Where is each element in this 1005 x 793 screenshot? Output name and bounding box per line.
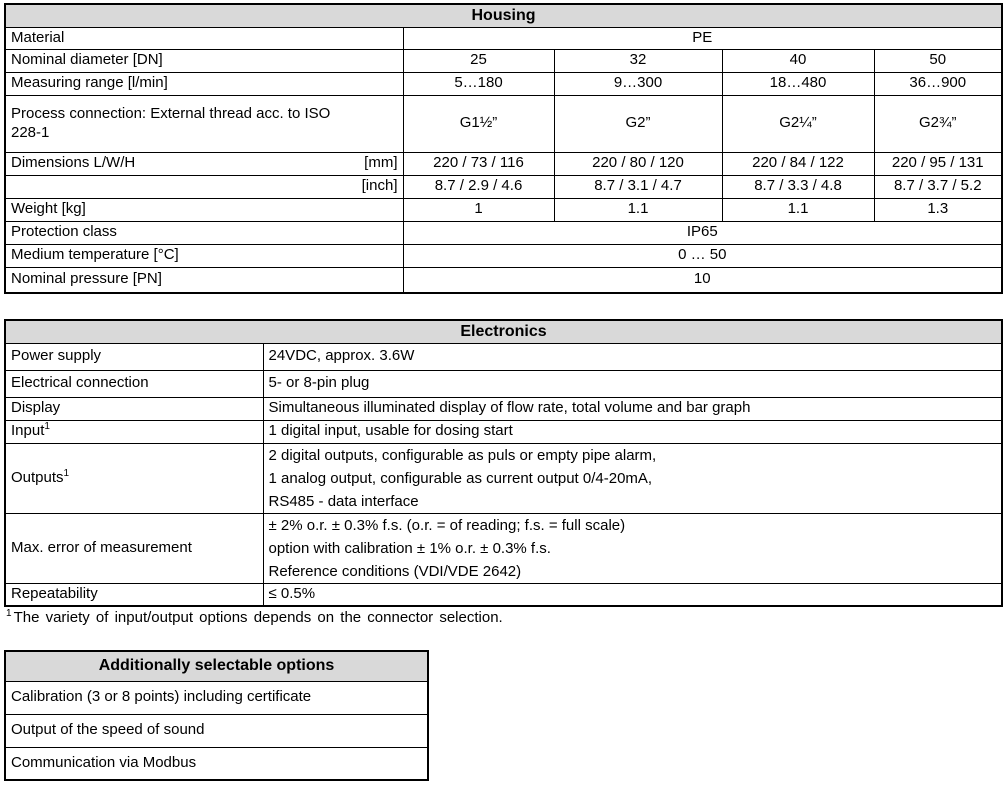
option-modbus: Communication via Modbus bbox=[5, 747, 428, 780]
input-footnote-marker: 1 bbox=[44, 421, 50, 433]
electrical-connection-label: Electrical connection bbox=[5, 370, 263, 397]
electronics-row-outputs bbox=[5, 443, 1002, 513]
repeatability-value: ≤ 0.5% bbox=[263, 583, 1002, 606]
power-supply-value: 24VDC, approx. 3.6W bbox=[263, 343, 1002, 370]
dimensions-inch-dn32: 8.7 / 3.1 / 4.7 bbox=[554, 175, 722, 198]
options-table bbox=[4, 650, 429, 781]
electronics-table bbox=[4, 319, 1003, 607]
protection-class-label: Protection class bbox=[5, 221, 403, 244]
max-error-line-1: ± 2% o.r. ± 0.3% f.s. (o.r. = of reading; f.s. = full scale) bbox=[268, 516, 626, 534]
housing-row-process-connection bbox=[5, 95, 1002, 152]
electronics-row-max-error bbox=[5, 513, 1002, 583]
max-error-value bbox=[263, 513, 1002, 583]
weight-dn40: 1.1 bbox=[722, 198, 874, 221]
power-supply-label: Power supply bbox=[5, 343, 263, 370]
input-value: 1 digital input, usable for dosing start bbox=[263, 420, 1002, 443]
material-value: PE bbox=[403, 27, 1002, 49]
dimensions-mm-unit: [mm] bbox=[364, 154, 398, 172]
housing-table-title: Housing bbox=[5, 4, 1002, 27]
protection-class-value: IP65 bbox=[403, 221, 1002, 244]
outputs-label: Outputs$^1$ bbox=[5, 443, 263, 513]
housing-row-weight bbox=[5, 198, 1002, 221]
dimensions-inch-label bbox=[5, 175, 403, 198]
nominal-pressure-label: Nominal pressure [PN] bbox=[5, 267, 403, 293]
outputs-value bbox=[263, 443, 1002, 513]
nominal-diameter-dn40: 40 bbox=[722, 49, 874, 72]
measuring-range-label: Measuring range [l/min] bbox=[5, 72, 403, 95]
dimensions-inch-unit: [inch] bbox=[361, 177, 398, 195]
option-calibration: Calibration (3 or 8 points) including certificate bbox=[5, 681, 428, 714]
electronics-row-input bbox=[5, 420, 1002, 443]
dimensions-inch-dn50: 8.7 / 3.7 / 5.2 bbox=[874, 175, 1002, 198]
housing-row-dimensions-inch bbox=[5, 175, 1002, 198]
dimensions-mm-dn32: 220 / 80 / 120 bbox=[554, 152, 722, 175]
dimensions-mm-dn25: 220 / 73 / 116 bbox=[403, 152, 554, 175]
options-row-modbus bbox=[5, 747, 428, 780]
nominal-diameter-dn50: 50 bbox=[874, 49, 1002, 72]
housing-table bbox=[4, 3, 1003, 294]
process-connection-dn32: G2” bbox=[554, 95, 722, 152]
dimensions-mm-dn40: 220 / 84 / 122 bbox=[722, 152, 874, 175]
weight-dn32: 1.1 bbox=[554, 198, 722, 221]
electronics-row-electrical-connection bbox=[5, 370, 1002, 397]
input-label: Input$^1$ bbox=[5, 420, 263, 443]
dimensions-mm-dn50: 220 / 95 / 131 bbox=[874, 152, 1002, 175]
housing-title-row bbox=[5, 4, 1002, 27]
housing-row-measuring-range bbox=[5, 72, 1002, 95]
repeatability-label: Repeatability bbox=[5, 583, 263, 606]
weight-label: Weight [kg] bbox=[5, 198, 403, 221]
options-row-speed-of-sound bbox=[5, 714, 428, 747]
dimensions-label-text: Dimensions L/W/H bbox=[11, 154, 136, 172]
process-connection-dn50: G2¾” bbox=[874, 95, 1002, 152]
measuring-range-dn40: 18…480 bbox=[722, 72, 874, 95]
options-table-title: Additionally selectable options bbox=[5, 651, 428, 681]
max-error-line-2: option with calibration ± 1% o.r. ± 0.3% f.s. bbox=[268, 539, 551, 557]
electronics-row-power-supply bbox=[5, 343, 1002, 370]
nominal-diameter-dn25: 25 bbox=[403, 49, 554, 72]
measuring-range-dn25: 5…180 bbox=[403, 72, 554, 95]
measuring-range-dn32: 9…300 bbox=[554, 72, 722, 95]
outputs-line-2: 1 analog output, configurable as current output 0/4-20mA, bbox=[268, 469, 653, 487]
process-connection-dn25: G1½” bbox=[403, 95, 554, 152]
process-connection-dn40: G2¼” bbox=[722, 95, 874, 152]
display-label: Display bbox=[5, 397, 263, 420]
display-value: Simultaneous illuminated display of flow rate, total volume and bar graph bbox=[263, 397, 1002, 420]
io-options-footnote bbox=[6, 609, 1001, 626]
outputs-line-3: RS485 - data interface bbox=[268, 492, 419, 510]
measuring-range-dn50: 36…900 bbox=[874, 72, 1002, 95]
medium-temperature-label: Medium temperature [°C] bbox=[5, 244, 403, 267]
footnote-text: The variety of input/output options depends on the connector selection. bbox=[13, 609, 503, 626]
process-connection-label: Process connection: External thread acc. to ISO 228-1 bbox=[5, 95, 403, 152]
housing-row-nominal-pressure bbox=[5, 267, 1002, 293]
max-error-label: Max. error of measurement bbox=[5, 513, 263, 583]
weight-dn25: 1 bbox=[403, 198, 554, 221]
housing-row-protection-class bbox=[5, 221, 1002, 244]
option-speed-of-sound: Output of the speed of sound bbox=[5, 714, 428, 747]
electrical-connection-value: 5- or 8-pin plug bbox=[263, 370, 1002, 397]
max-error-line-3: Reference conditions (VDI/VDE 2642) bbox=[268, 562, 522, 580]
footnote-marker: 1 bbox=[6, 608, 12, 619]
electronics-row-display bbox=[5, 397, 1002, 420]
housing-row-nominal-diameter bbox=[5, 49, 1002, 72]
dimensions-inch-dn40: 8.7 / 3.3 / 4.8 bbox=[722, 175, 874, 198]
housing-row-material bbox=[5, 27, 1002, 49]
weight-dn50: 1.3 bbox=[874, 198, 1002, 221]
electronics-table-title: Electronics bbox=[5, 320, 1002, 343]
outputs-footnote-marker: 1 bbox=[63, 467, 70, 479]
housing-row-dimensions-mm bbox=[5, 152, 1002, 175]
nominal-diameter-dn32: 32 bbox=[554, 49, 722, 72]
electronics-row-repeatability bbox=[5, 583, 1002, 606]
medium-temperature-value: 0 … 50 bbox=[403, 244, 1002, 267]
housing-row-medium-temperature bbox=[5, 244, 1002, 267]
electronics-title-row bbox=[5, 320, 1002, 343]
material-label: Material bbox=[5, 27, 403, 49]
outputs-line-1: 2 digital outputs, configurable as puls or empty pipe alarm, bbox=[268, 446, 657, 464]
nominal-diameter-label: Nominal diameter [DN] bbox=[5, 49, 403, 72]
nominal-pressure-value: 10 bbox=[403, 267, 1002, 293]
options-title-row bbox=[5, 651, 428, 681]
dimensions-mm-label bbox=[5, 152, 403, 175]
dimensions-inch-dn25: 8.7 / 2.9 / 4.6 bbox=[403, 175, 554, 198]
options-row-calibration bbox=[5, 681, 428, 714]
